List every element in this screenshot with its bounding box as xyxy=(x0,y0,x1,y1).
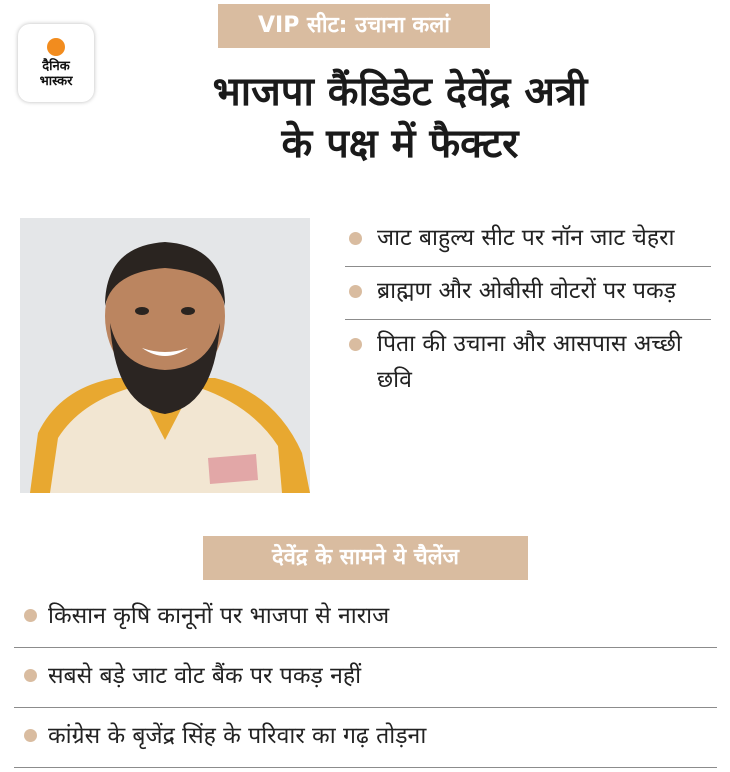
bullet-icon xyxy=(24,609,37,622)
candidate-photo xyxy=(20,218,310,493)
challenge-item xyxy=(14,708,717,768)
factor-text: ब्राह्मण और ओबीसी वोटरों पर पकड़ xyxy=(377,278,676,304)
factor-text: जाट बाहुल्य सीट पर नॉन जाट चेहरा xyxy=(377,225,675,251)
logo-text-line1: दैनिक xyxy=(42,58,70,74)
factor-text: पिता की उचाना और आसपास अच्छी छवि xyxy=(377,331,682,393)
challenge-text: सबसे बड़े जाट वोट बैंक पर पकड़ नहीं xyxy=(48,663,362,689)
factor-item xyxy=(345,267,711,320)
challenge-item xyxy=(14,648,717,708)
headline-line1: भाजपा कैंडिडेट देवेंद्र अत्री xyxy=(212,69,588,115)
section-tag-vip-seat: VIP सीट: उचाना कलां xyxy=(218,4,490,48)
headline-line2: के पक्ष में फैक्टर xyxy=(281,121,519,167)
challenge-text: किसान कृषि कानूनों पर भाजपा से नाराज xyxy=(48,603,390,629)
logo-text-line2: भास्कर xyxy=(39,73,73,89)
bullet-icon xyxy=(24,729,37,742)
factor-item xyxy=(345,214,711,267)
sun-icon xyxy=(47,38,65,56)
factors-list xyxy=(345,214,711,408)
bullet-icon xyxy=(24,669,37,682)
bullet-icon xyxy=(349,232,362,245)
bullet-icon xyxy=(349,285,362,298)
challenge-item xyxy=(14,588,717,648)
headline xyxy=(100,66,700,170)
bullet-icon xyxy=(349,338,362,351)
challenge-text: कांग्रेस के बृजेंद्र सिंह के परिवार का गढ़ तोड़ना xyxy=(48,723,427,749)
challenges-list xyxy=(14,588,717,768)
factor-item xyxy=(345,320,711,408)
section-tag-challenges: देवेंद्र के सामने ये चैलेंज xyxy=(203,536,528,580)
dainik-bhaskar-logo xyxy=(18,24,94,102)
